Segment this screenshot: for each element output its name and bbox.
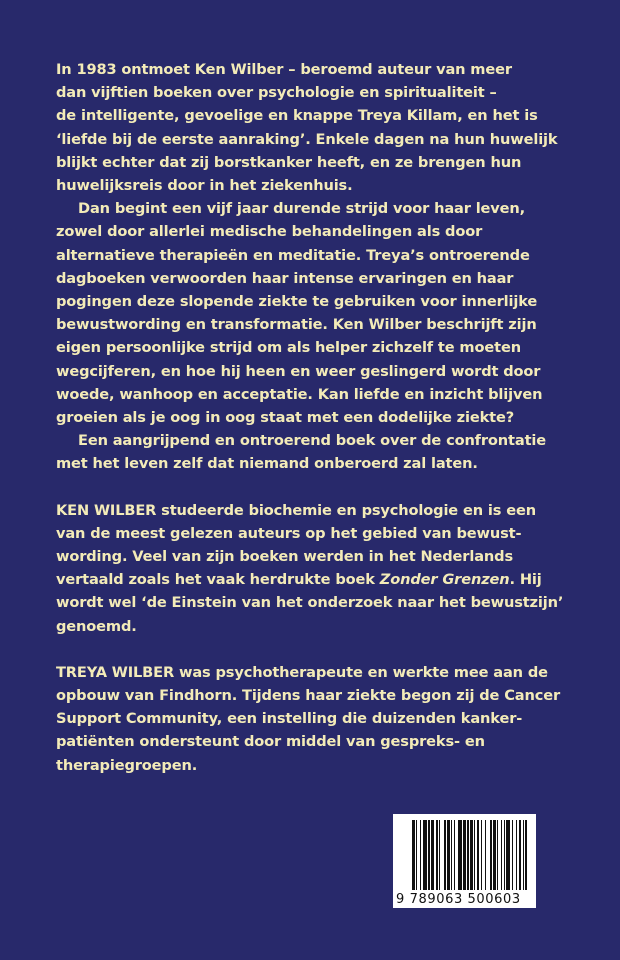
text-line: woede, wanhoop en acceptatie. Kan liefde en inzicht blijven — [56, 385, 543, 403]
text-line: wordt wel ‘de Einstein van het onderzoek naar het bewustzijn’ — [56, 594, 564, 612]
text-line: huwelijksreis door in het ziekenhuis. — [56, 177, 353, 195]
text-line — [56, 661, 586, 684]
text-line: Een aangrijpend en ontroerend boek over de confrontatie — [78, 432, 546, 450]
text-line: wording. Veel van zijn boeken werden in het Nederlands — [56, 548, 513, 566]
blurb-paragraph-1 — [56, 58, 586, 197]
text-line: opbouw van Findhorn. Tijdens haar ziekte begon zij de Cancer — [56, 687, 561, 705]
book-title: Zonder Grenzen — [379, 571, 510, 589]
text-line: genoemd. — [56, 617, 137, 635]
author-name: TREYA WILBER — [56, 663, 175, 681]
text-line: patiënten ondersteunt door middel van gespreks- en — [56, 733, 485, 751]
text-line: In 1983 ontmoet Ken Wilber – beroemd auteur van meer — [56, 61, 512, 78]
author-bio-treya — [56, 661, 586, 777]
text-line: bewustwording en transformatie. Ken Wilber beschrijft zijn — [56, 316, 537, 334]
spacer — [56, 638, 586, 661]
text-line: blijkt echter dat zij borstkanker heeft, en ze brengen hun — [56, 153, 522, 171]
text-line: pogingen deze slopende ziekte te gebruiken voor innerlijke — [56, 293, 538, 311]
barcode-bar — [527, 820, 530, 890]
author-name: KEN WILBER — [56, 501, 157, 519]
isbn-number: 9 789063 500603 — [396, 892, 521, 907]
text-line: eigen persoonlijke strijd om als helper zichzelf te moeten — [56, 339, 521, 357]
text-fragment: . Hij — [509, 571, 542, 589]
text-fragment: was psychotherapeute en werkte mee aan de — [174, 663, 548, 681]
text-line: wegcijferen, en hoe hij heen en weer geslingerd wordt door — [56, 362, 541, 380]
text-line: alternatieve therapieën en meditatie. Treya’s ontroerende — [56, 246, 530, 264]
isbn-barcode — [393, 814, 536, 908]
text-line: therapiegroepen. — [56, 756, 198, 774]
text-line: ‘liefde bij de eerste aanraking’. Enkele dagen na hun huwelijk — [56, 130, 558, 148]
text-line: groeien als je oog in oog staat met een dodelijke ziekte? — [56, 409, 515, 427]
back-cover-text — [56, 58, 586, 777]
barcode-bars — [412, 820, 530, 890]
text-line: zowel door allerlei medische behandelingen als door — [56, 223, 483, 241]
text-line — [56, 568, 586, 591]
blurb-paragraph-3 — [56, 429, 586, 475]
text-line: de intelligente, gevoelige en knappe Treya Killam, en het is — [56, 107, 538, 125]
text-line: van de meest gelezen auteurs op het gebied van bewust- — [56, 524, 522, 542]
text-fragment: studeerde biochemie en psychologie en is een — [156, 501, 536, 519]
author-bio-ken — [56, 499, 586, 638]
spacer — [56, 476, 586, 499]
text-line: met het leven zelf dat niemand onberoerd zal laten. — [56, 455, 478, 473]
text-line: Support Community, een instelling die duizenden kanker- — [56, 710, 523, 728]
text-line: Dan begint een vijf jaar durende strijd voor haar leven, — [78, 200, 526, 218]
text-line: dagboeken verwoorden haar intense ervaringen en haar — [56, 269, 514, 287]
blurb-paragraph-2 — [56, 197, 586, 429]
text-line: dan vijftien boeken over psychologie en spiritualiteit – — [56, 84, 497, 102]
text-fragment: vertaald zoals het vaak herdrukte boek — [56, 571, 380, 589]
text-line — [56, 499, 586, 522]
